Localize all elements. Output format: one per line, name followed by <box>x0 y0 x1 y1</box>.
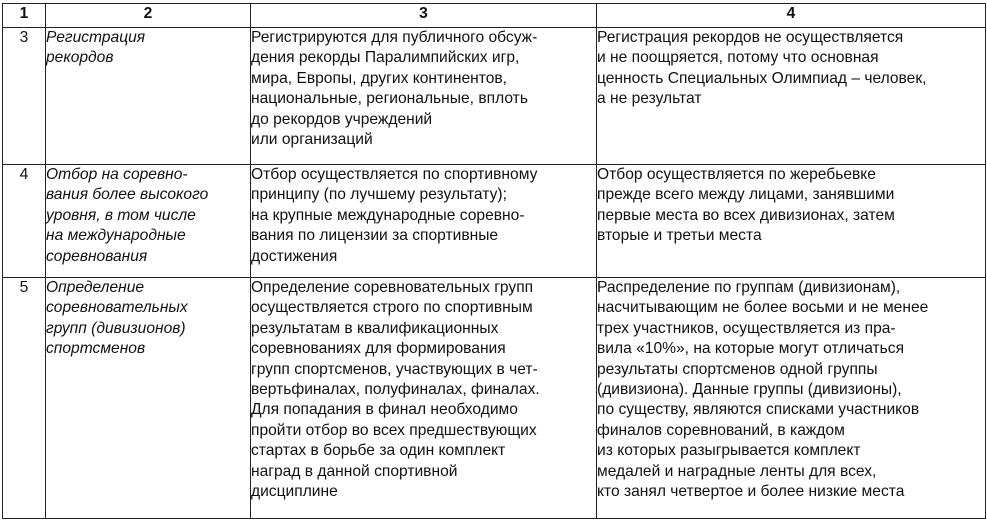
text-line: Определение <box>46 279 145 296</box>
text-line: Отбор осуществляется по жеребьевке <box>597 166 876 183</box>
header-cell-4: 4 <box>597 4 986 28</box>
text-line: мира, Европы, других континентов, <box>251 69 507 87</box>
text-line: наград в данной спортивной <box>251 462 458 480</box>
text-line: первые места во всех дивизионах, затем <box>597 206 895 224</box>
paralympic-cell <box>251 278 597 519</box>
text-line: и не поощряется, потому что основная <box>597 49 879 67</box>
special-olympics-cell <box>597 165 986 278</box>
text-line: уровня, в том числе <box>46 206 196 224</box>
text-line: групп спортсменов, участвующих в чет- <box>251 360 538 378</box>
criterion-cell <box>46 28 251 165</box>
text-line: насчитывающим не более восьми и не менее <box>597 299 929 317</box>
text-line: на международные <box>46 227 186 245</box>
text-line: соревнованиях для формирования <box>251 340 506 358</box>
text-line: до рекордов учреждений <box>251 110 433 128</box>
text-line: Отбор осуществляется по спортивному <box>251 166 538 183</box>
text-line: результаты спортсменов одной группы <box>597 360 878 378</box>
criterion-cell <box>46 278 251 519</box>
text-line: вертьфиналах, полуфиналах, финалах. <box>251 381 540 399</box>
text-line: Отбор на соревно- <box>46 166 188 183</box>
text-line: Регистрация рекордов не осуществляется <box>597 29 904 46</box>
text-line: Распределение по группам (дивизионам), <box>597 279 901 296</box>
header-row <box>3 4 986 28</box>
text-line: соревнования <box>46 247 148 265</box>
text-line: (дивизиона). Данные группы (дивизионы), <box>597 381 902 399</box>
text-line: соревновательных <box>46 299 188 317</box>
text-line: Для попадания в финал необходимо <box>251 401 518 419</box>
text-line: национальные, региональные, вплоть <box>251 90 528 108</box>
text-line: принципу (по лучшему результату); <box>251 186 507 204</box>
table-row <box>3 28 986 165</box>
text-line: финалов соревнований, в каждом <box>597 421 845 439</box>
header-cell-3: 3 <box>251 4 597 28</box>
text-line: дисциплине <box>251 483 338 501</box>
text-line: вания более высокого <box>46 186 209 204</box>
text-line: дения рекорды Паралимпийских игр, <box>251 49 520 67</box>
row-number: 5 <box>3 278 46 519</box>
paralympic-cell <box>251 165 597 278</box>
special-olympics-cell <box>597 278 986 519</box>
header-cell-1: 1 <box>3 4 46 28</box>
text-line: вторые и третьи места <box>597 227 762 245</box>
text-line: вания по лицензии за спортивные <box>251 227 499 245</box>
paralympic-cell <box>251 28 597 165</box>
text-line: групп (дивизионов) <box>46 319 186 337</box>
text-line: медалей и наградные ленты для всех, <box>597 462 877 480</box>
text-line: рекордов <box>46 49 114 67</box>
text-line: из которых разыгрывается комплект <box>597 442 861 460</box>
text-line: ценность Специальных Олимпиад – человек, <box>597 69 927 87</box>
row-number: 4 <box>3 165 46 278</box>
text-line: достижения <box>251 247 338 265</box>
text-line: стартах в борьбе за один комплект <box>251 442 506 460</box>
text-line: вила «10%», на которые могут отличаться <box>597 340 905 358</box>
text-line: Регистрация <box>46 29 146 46</box>
row-number: 3 <box>3 28 46 165</box>
special-olympics-cell <box>597 28 986 165</box>
criterion-cell <box>46 165 251 278</box>
text-line: прежде всего между лицами, занявшими <box>597 186 895 204</box>
text-line: результатам в квалификационных <box>251 319 499 337</box>
table-row <box>3 278 986 519</box>
text-line: Регистрируются для публичного обсуж- <box>251 29 538 46</box>
text-line: пройти отбор во всех предшествующих <box>251 421 537 439</box>
text-line: спортсменов <box>46 340 146 358</box>
text-line: а не результат <box>597 90 702 108</box>
comparison-table <box>2 3 986 519</box>
text-line: или организаций <box>251 131 373 149</box>
table-row <box>3 165 986 278</box>
text-line: трех участников, осуществляется из пра- <box>597 319 896 337</box>
text-line: на крупные международные соревно- <box>251 206 525 224</box>
header-cell-2: 2 <box>46 4 251 28</box>
text-line: кто занял четвертое и более низкие места <box>597 483 905 501</box>
text-line: Определение соревновательных групп <box>251 279 534 296</box>
text-line: по существу, являются списками участников <box>597 401 920 419</box>
text-line: осуществляется строго по спортивным <box>251 299 533 317</box>
